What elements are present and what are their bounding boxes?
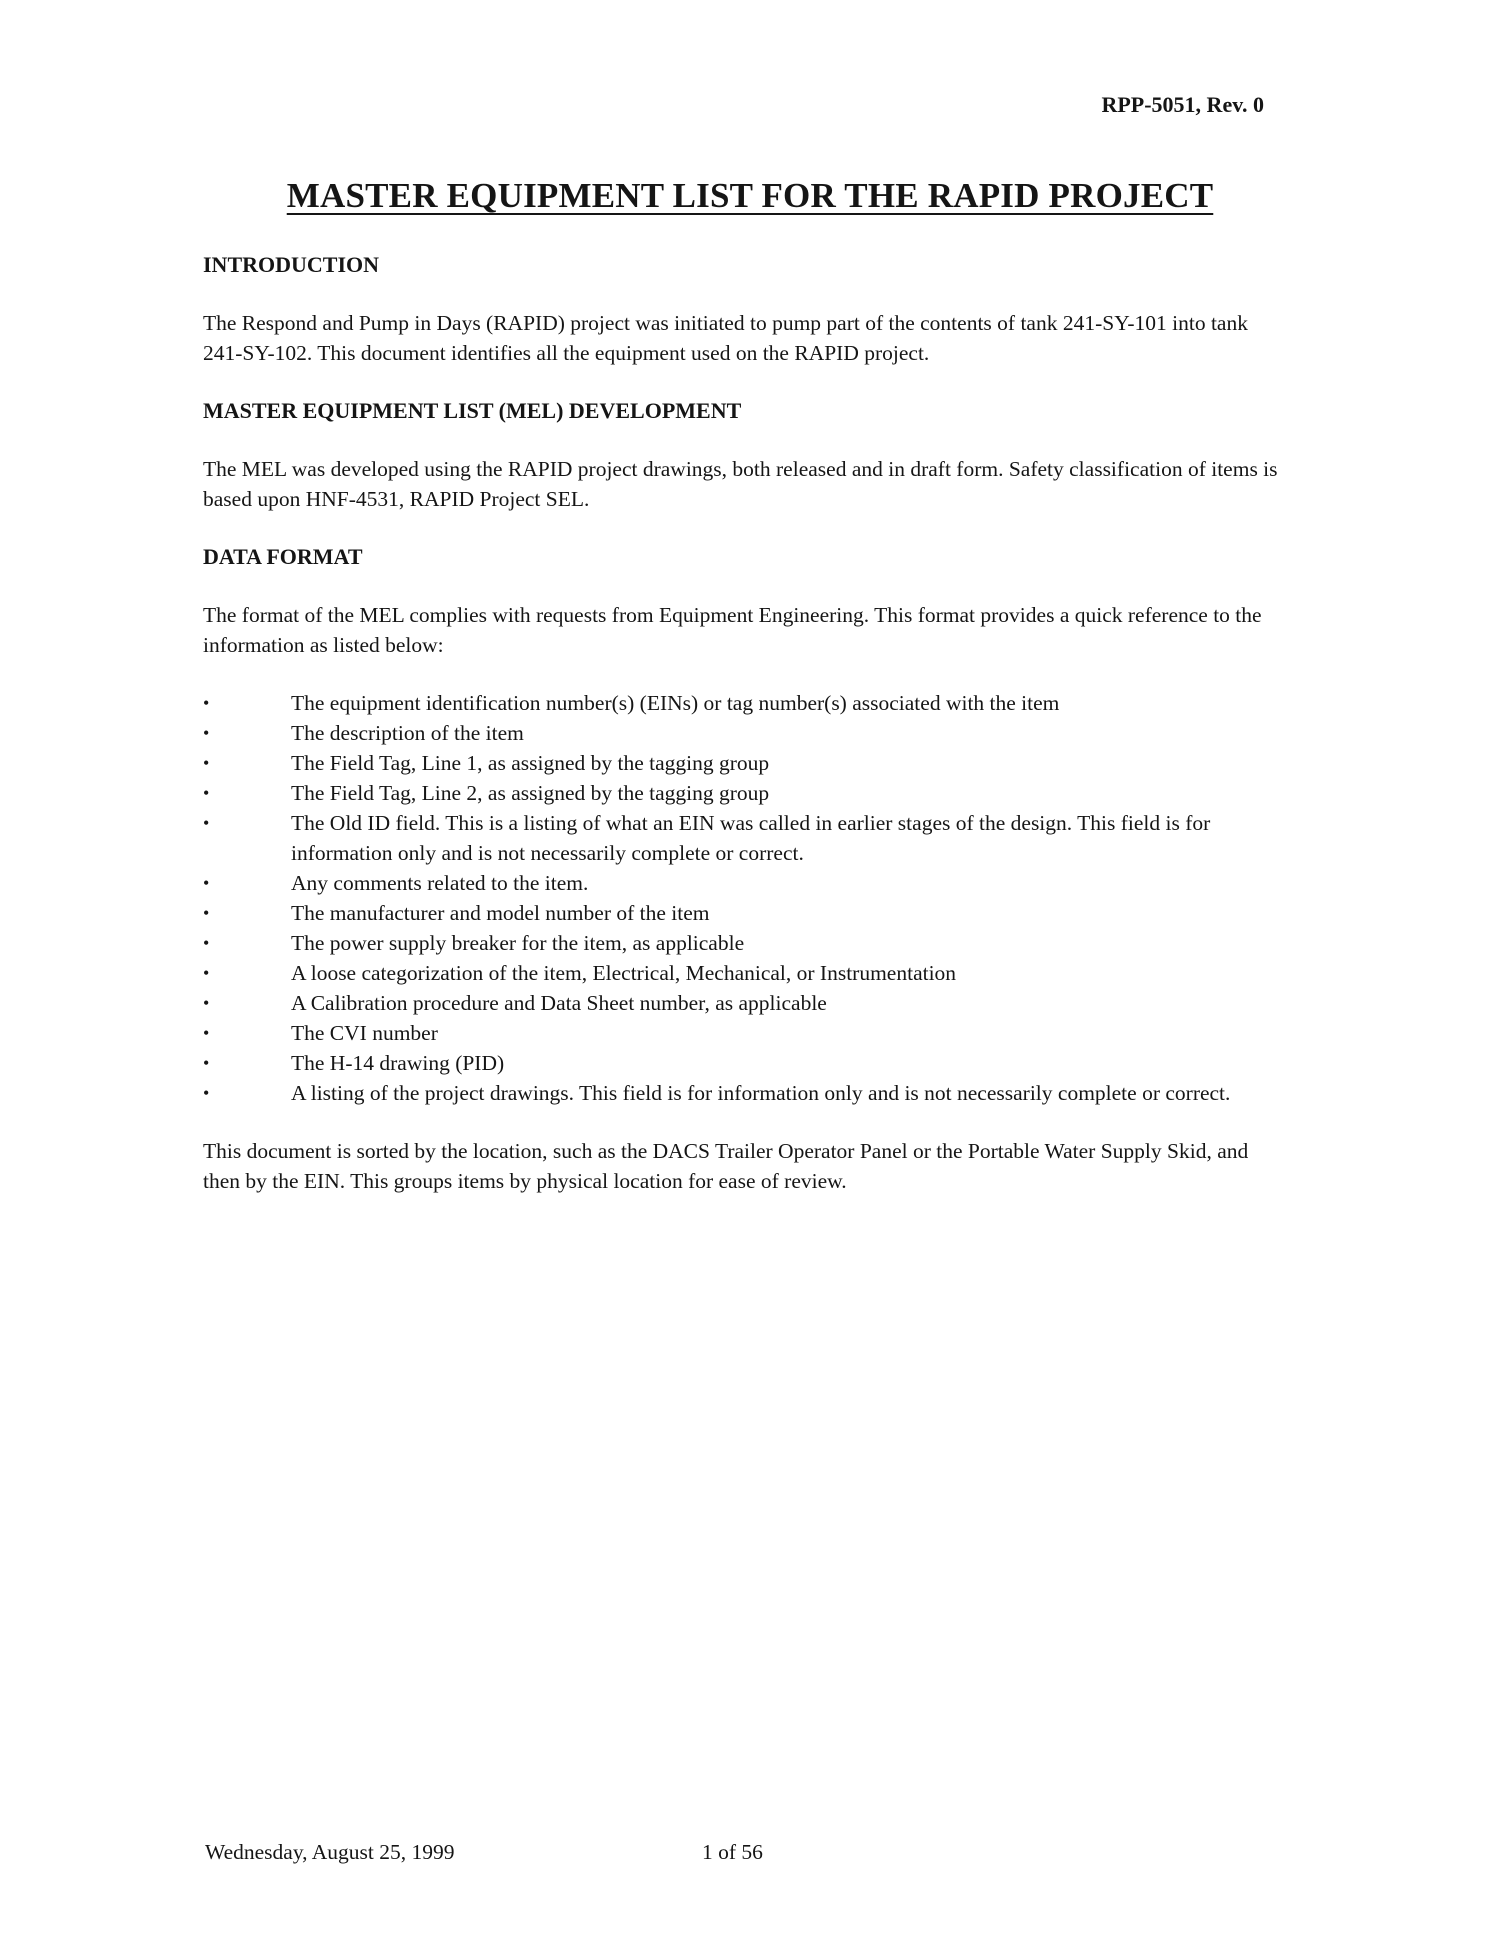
list-item-text: The description of the item: [291, 721, 524, 745]
list-item: [203, 1048, 1283, 1078]
bullet-icon: •: [203, 1023, 210, 1043]
list-item-text: The Old ID field. This is a listing of what an EIN was called in earlier stages of the design. This field is for information only and is not necessarily complete or correct.: [291, 811, 1211, 865]
list-item-text: The Field Tag, Line 1, as assigned by the tagging group: [291, 751, 770, 775]
list-item: [203, 868, 1283, 898]
mel-development-paragraph: The MEL was developed using the RAPID project drawings, both released and in draft form. Safety classification of items is based upon HNF-4531, RAPID Project SEL.: [203, 457, 1278, 511]
list-item-text: Any comments related to the item.: [291, 871, 589, 895]
list-item: [203, 1018, 1283, 1048]
list-item: [203, 958, 1283, 988]
data-format-heading: DATA FORMAT: [203, 544, 363, 569]
list-item: [203, 808, 1283, 868]
document-body: [203, 250, 1283, 1224]
bullet-icon: •: [203, 963, 210, 983]
bullet-icon: •: [203, 783, 210, 803]
bullet-icon: •: [203, 753, 210, 773]
bullet-icon: •: [203, 873, 210, 893]
bullet-icon: •: [203, 723, 210, 743]
bullet-icon: •: [203, 993, 210, 1013]
page-title: MASTER EQUIPMENT LIST FOR THE RAPID PROJECT: [286, 176, 1214, 215]
footer-page-number: 1 of 56: [702, 1840, 763, 1864]
introduction-heading: INTRODUCTION: [203, 252, 380, 277]
footer-date: Wednesday, August 25, 1999: [205, 1840, 455, 1864]
data-format-paragraph: The format of the MEL complies with requests from Equipment Engineering. This format provides a quick reference to the information as listed below:: [203, 603, 1262, 657]
bullet-icon: •: [203, 1083, 210, 1103]
list-item: [203, 898, 1283, 928]
list-item: [203, 748, 1283, 778]
list-item: [203, 778, 1283, 808]
list-item-text: The manufacturer and model number of the item: [291, 901, 710, 925]
list-item-text: The H-14 drawing (PID): [291, 1051, 505, 1075]
list-item-text: The CVI number: [291, 1021, 438, 1045]
list-item: [203, 718, 1283, 748]
bullet-icon: •: [203, 933, 210, 953]
list-item: [203, 1078, 1283, 1108]
bullet-icon: •: [203, 813, 210, 833]
list-item-text: The power supply breaker for the item, as applicable: [291, 931, 745, 955]
list-item-text: A loose categorization of the item, Electrical, Mechanical, or Instrumentation: [291, 961, 957, 985]
closing-paragraph: This document is sorted by the location, such as the DACS Trailer Operator Panel or the Portable Water Supply Skid, and then by the EIN. This groups items by physical location for ease of review.: [203, 1139, 1249, 1193]
list-item-text: The equipment identification number(s) (EINs) or tag number(s) associated with the item: [291, 691, 1060, 715]
list-item-text: A listing of the project drawings. This field is for information only and is not necessarily complete or correct.: [291, 1081, 1231, 1105]
list-item: [203, 988, 1283, 1018]
list-item-text: A Calibration procedure and Data Sheet number, as applicable: [291, 991, 827, 1015]
bullet-icon: •: [203, 1053, 210, 1073]
data-format-list: [203, 688, 1283, 1108]
list-item: [203, 928, 1283, 958]
list-item-text: The Field Tag, Line 2, as assigned by the tagging group: [291, 781, 770, 805]
bullet-icon: •: [203, 693, 210, 713]
list-item: [203, 688, 1283, 718]
bullet-icon: •: [203, 903, 210, 923]
mel-development-heading: MASTER EQUIPMENT LIST (MEL) DEVELOPMENT: [203, 398, 742, 423]
document-id: RPP-5051, Rev. 0: [1101, 92, 1264, 117]
introduction-paragraph: The Respond and Pump in Days (RAPID) project was initiated to pump part of the contents of tank 241-SY-101 into tank 241-SY-102. This document identifies all the equipment used on the RAPID project.: [203, 311, 1248, 365]
